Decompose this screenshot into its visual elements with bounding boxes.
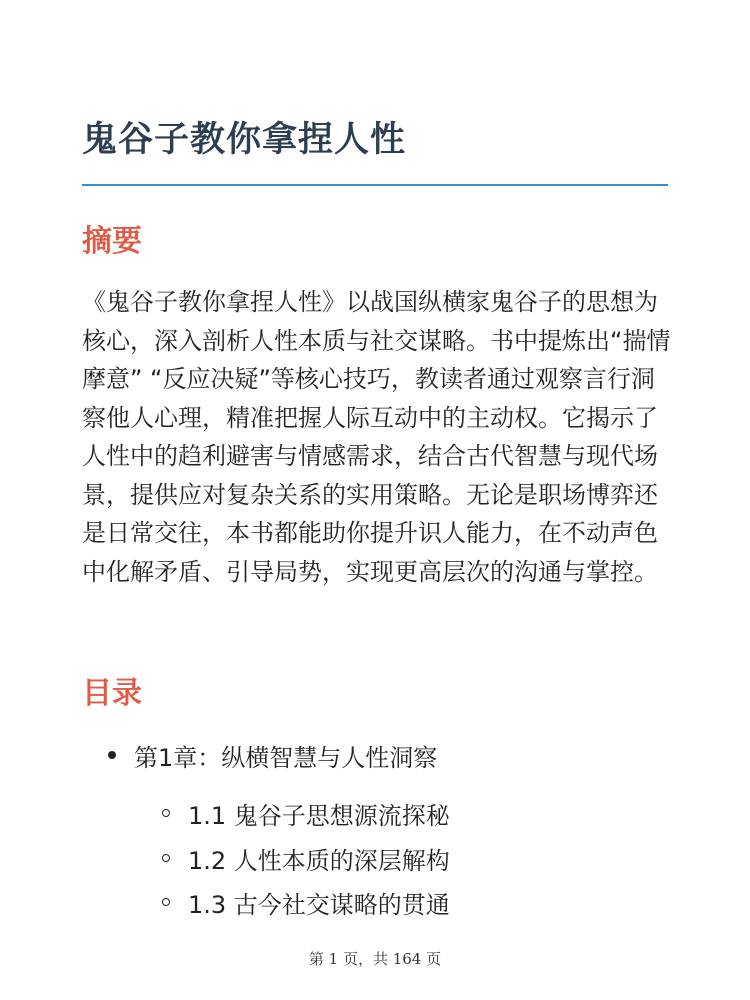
- toc-section-label: 1.2 人性本质的深层解构: [188, 846, 450, 875]
- toc-section-label: 1.1 鬼谷子思想源流探秘: [188, 801, 450, 830]
- toc-chapter-label: 第1章：纵横智慧与人性洞察: [134, 743, 438, 772]
- toc-section-item: [162, 838, 450, 878]
- document-title: 鬼谷子教你拿捏人性: [82, 120, 407, 160]
- toc-section-label: 1.3 古今社交谋略的贯通: [188, 890, 450, 919]
- abstract-text: 《鬼谷子教你拿捏人性》以战国纵横家鬼谷子的思想为核心，深入剖析人性本质与社交谋略。书中提炼出“揣情摩意” “反应决疑”等核心技巧，教读者通过观察言行洞察他人心理，精准把握人际互动中的主动权。它揭示了人性中的趋利避害与情感需求，结合古代智慧与现代场景，提供应对复杂关系的实用策略。无论是职场博弈还是日常交往，本书都能助你提升识人能力，在不动声色中化解矛盾、引导局势，实现更高层次的沟通与掌控。: [82, 288, 671, 586]
- toc-section-item: [162, 882, 450, 922]
- bullet-circle-icon: [162, 854, 170, 862]
- title-divider: [82, 184, 668, 186]
- bullet-circle-icon: [162, 898, 170, 906]
- toc-chapter-item: [108, 735, 437, 775]
- toc-section-item: [162, 793, 450, 833]
- abstract-heading: 摘要: [82, 224, 142, 259]
- page-footer: 第 1 页，共 164 页: [308, 950, 442, 968]
- bullet-disc-icon: [108, 751, 116, 759]
- toc-heading: 目录: [82, 676, 142, 711]
- bullet-circle-icon: [162, 809, 170, 817]
